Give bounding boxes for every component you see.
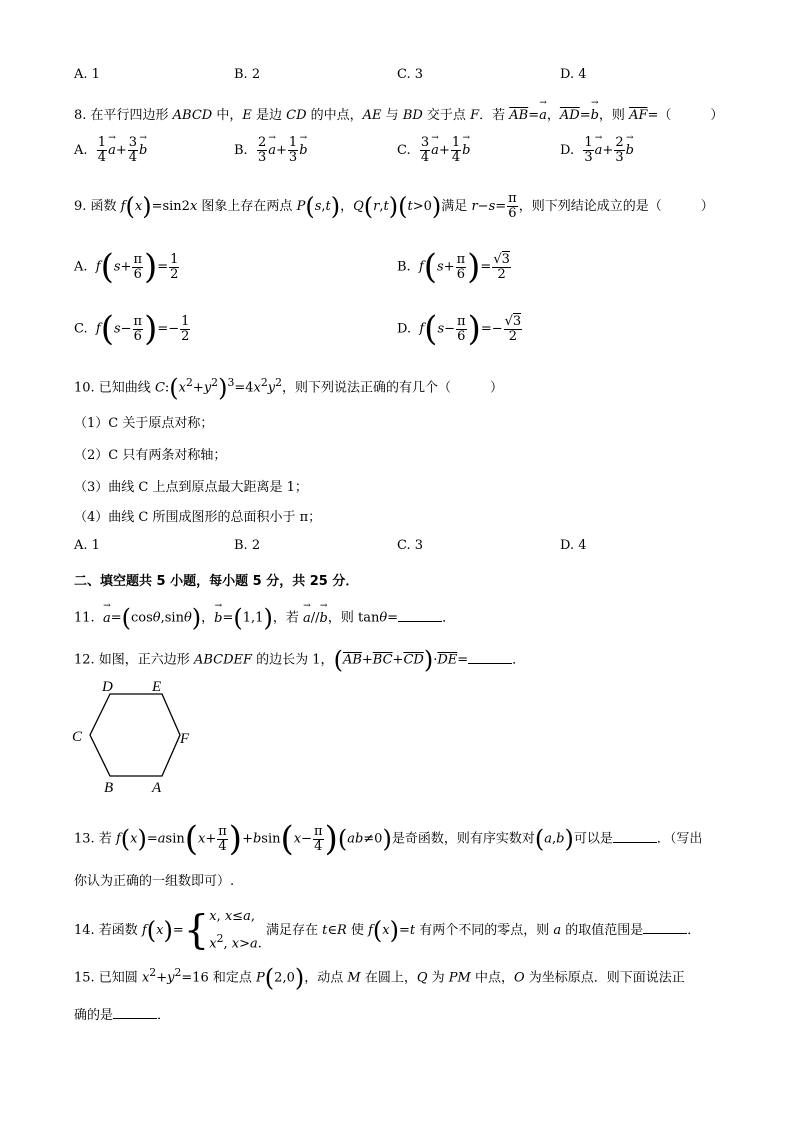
q9-option-c: C. f(s− $\frac{\pi}{6}$ )=− $\frac{1}{2}$ [74, 309, 190, 349]
q8-option-b: B. $\frac{2}{3}$ → a+ $\frac{1}{3}$ → b [234, 136, 308, 165]
q8-option-c: C. $\frac{3}{4}$ → a+ $\frac{1}{4}$ → b [397, 136, 470, 165]
q7-option-a: A. 1 [74, 67, 100, 82]
section-2-heading: 二、填空题共 5 小题，每小题 5 分，共 25 分． [74, 574, 359, 589]
q7-option-b: B. 2 [234, 67, 261, 82]
q13-answer-blank [613, 830, 657, 843]
vertex-label-c: C [72, 729, 83, 745]
q10-item-2: （2）C 只有两条对称轴； [74, 448, 227, 463]
q11-answer-blank [398, 609, 442, 622]
q15-answer-blank [113, 1006, 157, 1019]
q12-stem: 12. 如图，正六边形 ABCDEF 的边长为 1，$(\overline{AB}+\overline{BC}+\overline{CD})\cdot\overline{DE}=$ ． [74, 646, 526, 674]
q13-line-2: 你认为正确的一组数即可）. [74, 874, 235, 889]
q11: 11. → a=(cosθ,sinθ)，→ b=(1,1)，若 → a//→ b，则 tanθ= ． [74, 604, 455, 632]
q7-option-c: C. 3 [397, 67, 424, 82]
q9-option-a: A. f(s+ $\frac{\pi}{6}$ )= $\frac{1}{2}$ [74, 247, 179, 287]
q7-options [0, 67, 794, 89]
q10-options [0, 538, 794, 560]
q15-line-1: 15. 已知圆 $x^2+y^2=16$ 和定点 P(2,0)，动点 M 在圆上，Q 为 PM 中点，O 为坐标原点．则下面说法正 [74, 964, 685, 992]
q9-option-d: D. f(s− $\frac{\pi}{6}$ )=− $\frac{√3}{2}$ [397, 309, 522, 349]
q8-stem: 8. 在平行四边形 ABCD 中，E 是边 CD 的中点，AE 与 BD 交于点 F．若 $\overline{AB}=\to a$，$\overline{AD}=\to b$，则 $\overline{AF}=$（ ） [74, 104, 723, 123]
vertex-label-d: D [102, 679, 113, 695]
q10-option-d: D. 4 [560, 538, 587, 553]
q10-item-4: （4）曲线 C 所围成图形的总面积小于 π； [74, 510, 322, 525]
q10-option-a: A. 1 [74, 538, 100, 553]
vertex-label-b: B [104, 780, 114, 796]
vertex-label-f: F [180, 731, 190, 747]
q15-line-2: 确的是 ． [74, 1008, 171, 1023]
q10-option-c: C. 3 [397, 538, 424, 553]
q9-option-b: B. f(s+ $\frac{\pi}{6}$ )= $\frac{√3}{2}$ [397, 247, 510, 287]
q14: 14. 若函数 f(x)={ x, x≤a, $x^2$, x>a. 满足存在 t∈R 使 f(x)=t 有两个不同的零点，则 a 的取值范围是 ． [74, 907, 701, 954]
hexagon-shape [90, 694, 180, 776]
q8-option-a: A. $\frac{1}{4}$ → a+ $\frac{3}{4}$ → b [74, 136, 147, 165]
q10-stem: 10. 已知曲线 $C:(x^2+y^2)^3=4x^2y^2$，则下列说法正确的有几个（ ） [74, 374, 503, 402]
q12-answer-blank [468, 651, 512, 664]
q14-answer-blank [643, 921, 687, 934]
q7-option-d: D. 4 [560, 67, 587, 82]
q10-item-1: （1）C 关于原点对称； [74, 416, 214, 431]
q13-line-1: 13. 若 f(x)=asin(x+ $\frac{\pi}{4}$ )+bsin(x− $\frac{\pi}{4}$ )(ab≠0)是奇函数，则有序实数对(a,b)可以是 ．（写出 [74, 819, 703, 859]
q8-option-d: D. $\frac{1}{3}$ → a+ $\frac{2}{3}$ → b [560, 136, 634, 165]
q9-stem: 9. 函数 f(x)=sin2x 图象上存在两点 P(s,t)，Q(r,t)(t>0)满足 r−s= $\frac{\pi}{6}$ ，则下列结论成立的是（ ） [74, 191, 714, 221]
vertex-label-a: A [152, 780, 162, 796]
vertex-label-e: E [152, 679, 162, 695]
hexagon-figure [66, 676, 206, 798]
q10-item-3: （3）曲线 C 上点到原点最大距离是 1； [74, 480, 308, 495]
q10-option-b: B. 2 [234, 538, 261, 553]
